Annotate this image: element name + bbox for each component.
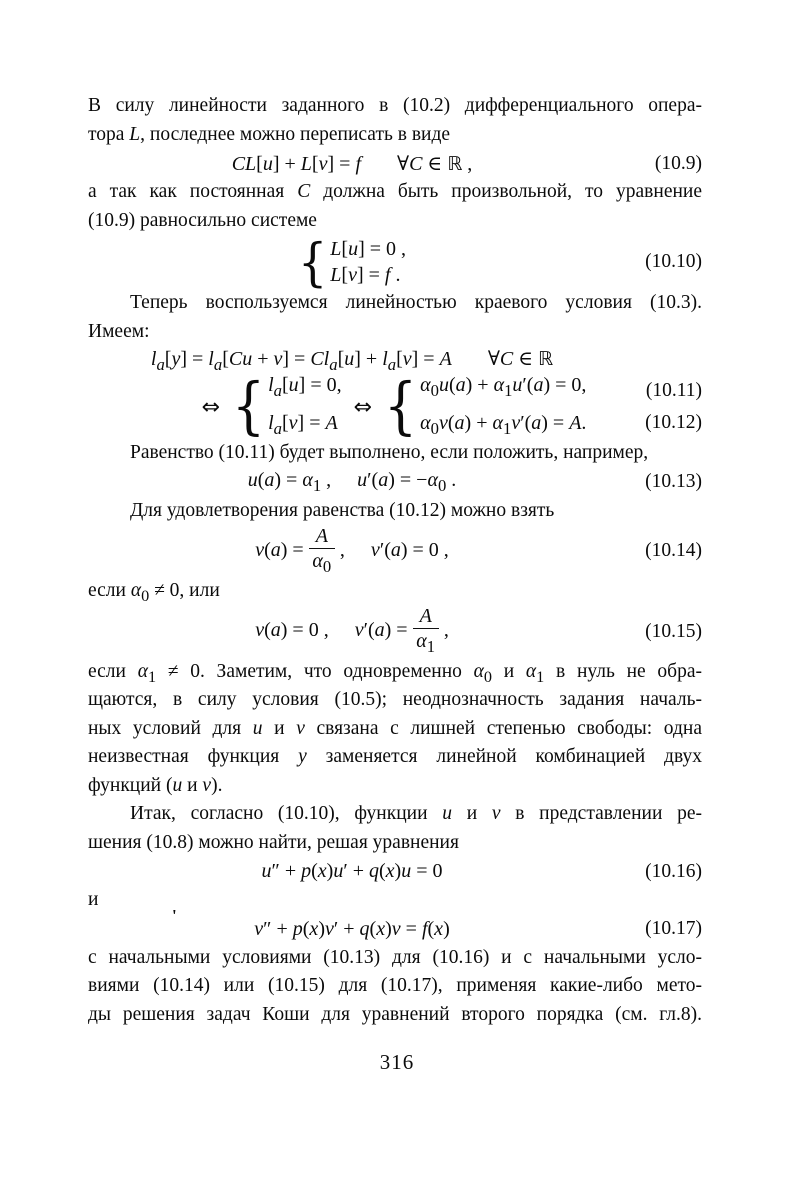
equation-body: v″ + p(x)v′ + q(x)v = f(x) xyxy=(254,917,450,940)
case-line: $l_a[v] = A$ xyxy=(268,412,338,438)
text-line: Для удовлетворения равенства (10.12) можно взять xyxy=(130,499,555,521)
text-line: если $\alpha_0 \ne 0$, или xyxy=(88,580,220,605)
equation-10-11-12 xyxy=(88,371,702,443)
case-rows xyxy=(268,369,342,445)
paragraph-7 xyxy=(88,658,702,801)
equation-10-13 xyxy=(88,468,702,497)
case-rows xyxy=(420,369,586,445)
left-brace: { xyxy=(297,231,328,293)
case-line: L[u] = 0 , xyxy=(330,238,407,260)
paragraph-3 xyxy=(88,289,702,346)
text-line: ды решения задач Коши для уравнений второго порядка (см. гл.8). xyxy=(88,1003,702,1025)
equation-cases xyxy=(297,231,407,293)
equation-10-14 xyxy=(88,525,702,577)
equation-10-9 xyxy=(88,149,702,178)
paragraph-1 xyxy=(88,92,702,149)
case-rows xyxy=(330,236,406,288)
text-line: с начальными условиями (10.13) для (10.16) и с начальными усло- xyxy=(88,946,702,968)
equation-10-16 xyxy=(88,857,702,886)
equation-body: v(a) = 0 , v′(a) = $\frac{A}{\alpha_1}$ , xyxy=(255,605,449,656)
text-line: Имеем: xyxy=(88,320,150,342)
case-line: L[v] = f . xyxy=(330,264,401,286)
equation-10-17 xyxy=(88,915,702,944)
paragraph-9 xyxy=(88,886,702,915)
equation-body: v(a) = $\frac{A}{\alpha_0}$ , v′(a) = 0 , xyxy=(255,524,449,576)
text-line: Теперь воспользуемся линейностью краевого условия (10.3). xyxy=(130,292,702,313)
left-brace: { xyxy=(232,371,266,443)
scan-speck-artifact: ' xyxy=(172,906,177,925)
paragraph-6 xyxy=(88,577,702,606)
equation-10-15 xyxy=(88,606,702,658)
text-line: шения (10.8) можно найти, решая уравнения xyxy=(88,831,459,853)
equation-10-10 xyxy=(88,231,702,293)
iff-arrow-icon: ⇔ xyxy=(201,394,220,420)
page-number: 316 xyxy=(379,1050,415,1074)
equation-number: (10.14) xyxy=(645,540,702,561)
equation-body: CL[u] + L[v] = f ∀C ∈ ℝ , xyxy=(231,153,473,175)
equation-number: (10.17) xyxy=(645,918,702,939)
equation-number: (10.12) xyxy=(645,412,702,433)
paragraph-5 xyxy=(88,497,702,526)
equation-number: (10.16) xyxy=(645,860,702,882)
equation-cases xyxy=(384,369,586,445)
text-line: В силу линейности заданного в (10.2) дифференциального опера- xyxy=(88,95,702,116)
left-brace: { xyxy=(384,371,418,443)
text-line: (10.9) равносильно системе xyxy=(88,209,317,231)
text-line: тора L, последнее можно переписать в виде xyxy=(88,123,451,145)
text-line: функций (u и v). xyxy=(88,774,223,796)
text-line: щаются, в силу условия (10.5); неоднозначность задания началь- xyxy=(88,689,702,710)
equation-number: (10.9) xyxy=(654,152,702,174)
equation-number: (10.15) xyxy=(645,620,702,642)
text-line: если $\alpha_1 \ne 0$. Заметим, что одновременно $\alpha_0$ и $\alpha_1$ в нуль не обра- xyxy=(88,660,702,686)
equation-body: $l_a[y] = l_a[Cu + v] = Cl_a[u] + l_a[v] = A$ ∀C ∈ ℝ xyxy=(150,348,554,374)
equation-body: $u(a) = \alpha_1$ , $u'(a) = -\alpha_0$ . xyxy=(247,468,457,495)
iff-arrow-icon: ⇔ xyxy=(353,394,373,420)
case-line: $l_a[u] = 0$, xyxy=(268,374,342,400)
equation-number: (10.11) xyxy=(645,380,702,401)
paragraph-8 xyxy=(88,800,702,857)
text-line: виями (10.14) или (10.15) для (10.17), применяя какие-либо мето- xyxy=(88,975,702,996)
case-line: $\alpha_0v(a) + \alpha_1v'(a) = A$. xyxy=(420,412,587,438)
text-line: Равенство (10.11) будет выполнено, если положить, например, xyxy=(130,442,649,463)
equation-number: (10.13) xyxy=(645,471,702,492)
text-column xyxy=(88,92,702,1029)
equation-body: u″ + p(x)u′ + q(x)u = 0 xyxy=(261,860,443,882)
text-line: и xyxy=(88,889,99,910)
text-line: а так как постоянная C должна быть произвольной, то уравнение xyxy=(88,181,702,202)
equation-cases xyxy=(232,369,342,445)
equation-number-stack xyxy=(645,375,702,439)
text-line: ных условий для u и v связана с лишней степенью свободы: одна xyxy=(88,717,702,739)
paragraph-10 xyxy=(88,944,702,1030)
case-line: $\alpha_0u(a) + \alpha_1u'(a) = 0$, xyxy=(420,374,587,400)
equation-number: (10.10) xyxy=(645,251,702,272)
text-line: Итак, согласно (10.10), функции u и v в представлении ре- xyxy=(130,803,702,824)
text-line: неизвестная функция y заменяется линейной комбинацией двух xyxy=(88,746,702,767)
paragraph-2 xyxy=(88,178,702,235)
